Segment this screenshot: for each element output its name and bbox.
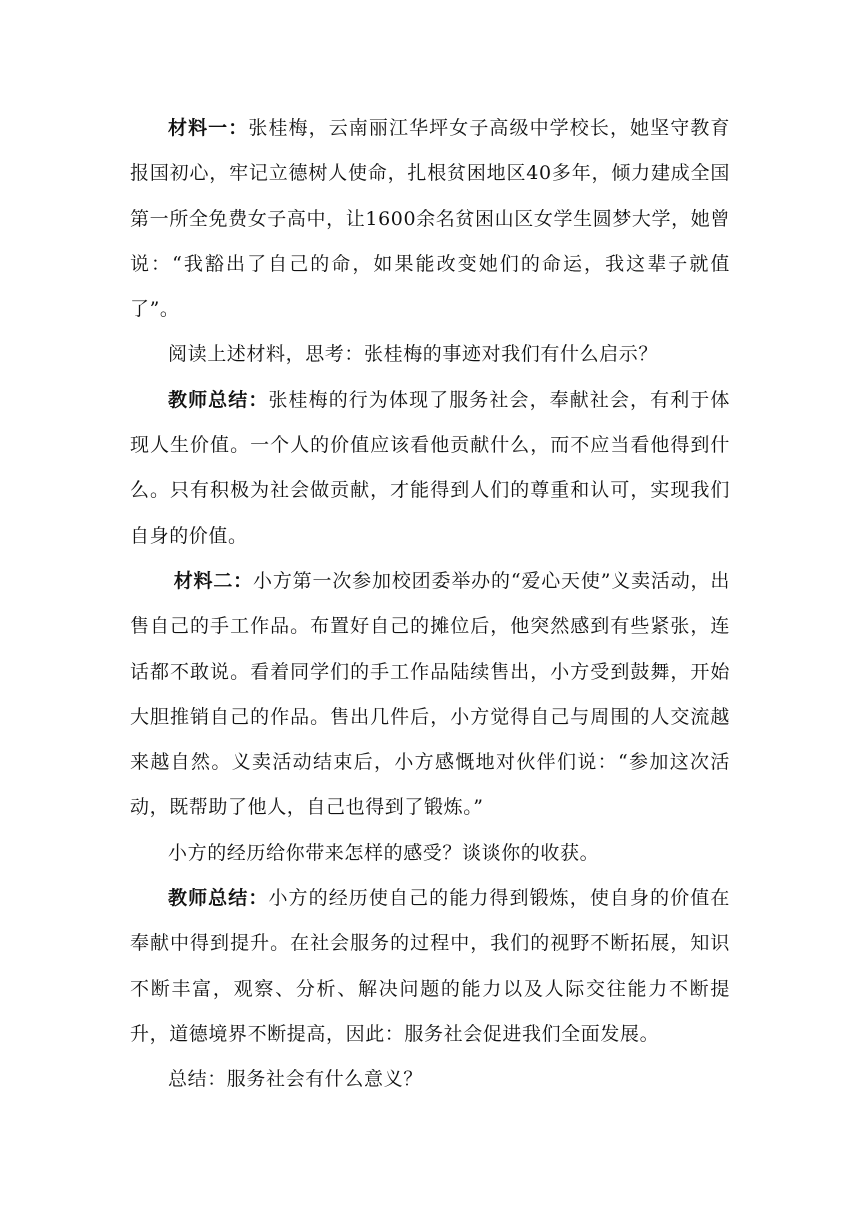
paragraph-label: 材料一： [168,117,249,139]
paragraph-question-one [130,332,730,377]
paragraph-label: 材料二： [173,569,254,592]
paragraph-label: 教师总结： [168,887,269,910]
paragraph-material-two [130,559,730,831]
paragraph-question-two [130,831,730,876]
paragraph-final-summary [130,1057,730,1102]
paragraph-material-one [130,106,730,332]
paragraph-text: 小方的经历使自己的能力得到锻炼，使自身的价值在奉献中得到提升。在社会服务的过程中，我们的视野不断拓展，知识不断丰富，观察、分析、解决问题的能力以及人际交往能力不断提升，道德境界不断提高，因此：服务社会促进我们全面发展。 [130,887,730,1045]
paragraph-text: 阅读上述材料，思考：张桂梅的事迹对我们有什么启示？ [168,343,659,366]
paragraph-text: 小方第一次参加校团委举办的“爱心天使”义卖活动，出售自己的手工作品。布置好自己的摊位后，他突然感到有些紧张，连话都不敢说。看着同学们的手工作品陆续售出，小方受到鼓舞，开始大胆推销自己的作品。售出几件后，小方觉得自己与周围的人交流越来越自然。义卖活动结束后，小方感慨地对伙伴们说：“参加这次活动，既帮助了他人，自己也得到了锻炼。” [130,569,730,819]
paragraph-text: 张桂梅的行为体现了服务社会，奉献社会，有利于体现人生价值。一个人的价值应该看他贡献什么，而不应当看他得到什么。只有积极为社会做贡献，才能得到人们的尊重和认可，实现我们自身的价值。 [130,388,730,547]
paragraph-label: 教师总结： [168,388,269,411]
paragraph-text: 张桂梅，云南丽江华坪女子高级中学校长，她坚守教育报国初心，牢记立德树人使命，扎根贫困地区40多年，倾力建成全国第一所全免费女子高中，让1600余名贫困山区女学生圆梦大学，她曾说：“我豁出了自己的命，如果能改变她们的命运，我这辈子就值了”。 [130,117,730,321]
paragraph-teacher-summary-two [130,876,730,1057]
paragraph-text: 总结：服务社会有什么意义？ [168,1068,423,1091]
paragraph-teacher-summary-one [130,378,730,559]
document-body [130,106,730,1103]
paragraph-text: 小方的经历给你带来怎样的感受？谈谈你的收获。 [168,841,600,864]
